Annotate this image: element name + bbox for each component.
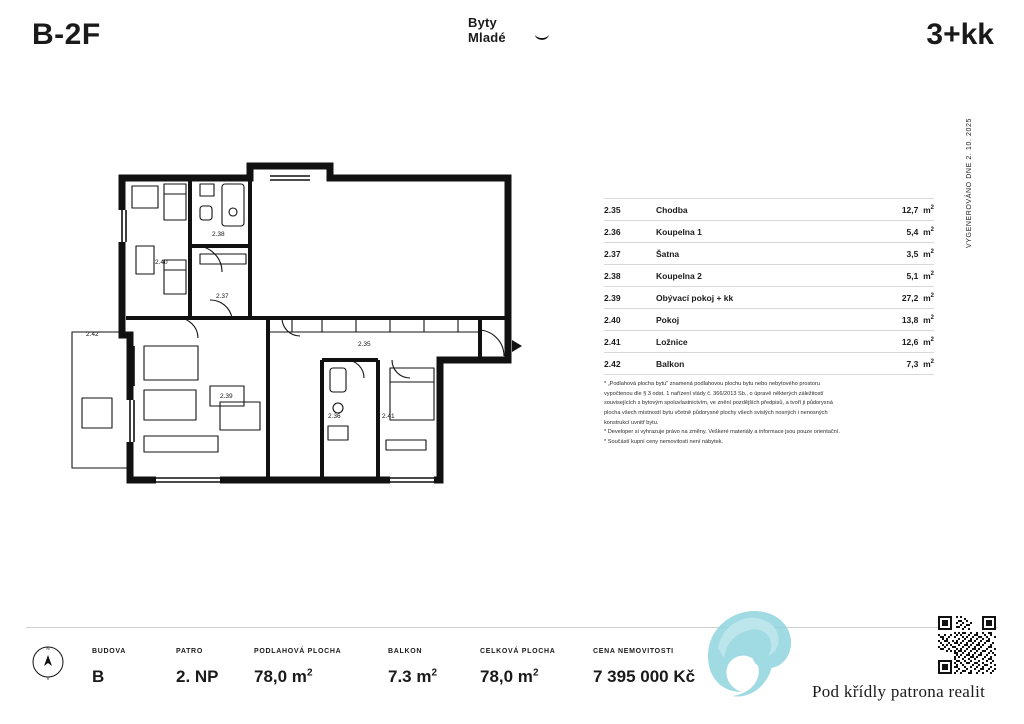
note-line: konstrukcí uvnitř bytu. [604, 419, 659, 426]
room-name: Koupelna 2 [656, 270, 702, 281]
room-number: 2.38 [604, 270, 621, 281]
field-value: 2. NP [176, 667, 219, 686]
footer-field-patro [176, 648, 254, 687]
room-area: 13,8 $m^2$ [901, 314, 934, 325]
brand-name [468, 16, 506, 46]
room-area: 7,3 $m^2$ [906, 358, 934, 369]
legal-notes [604, 380, 934, 448]
room-label-242: 2.42 [86, 331, 99, 338]
note-line: plocha všech místností bytu včetně půdorysné plochy všech svislých nosných i nenosných [604, 409, 828, 416]
room-label-237: 2.37 [216, 293, 229, 300]
note-line: souvisejících s bytovým spoluvlastnictvím, ve znění pozdějších předpisů, a tvoří ji půdorysná [604, 400, 833, 407]
room-area: 5,1 $m^2$ [906, 270, 934, 281]
room-number: 2.36 [604, 226, 621, 237]
room-area: 12,6 $m^2$ [901, 336, 934, 347]
room-label-238: 2.38 [212, 231, 225, 238]
table-row [604, 287, 934, 309]
table-row [604, 353, 934, 375]
brand-swoosh-icon [534, 33, 550, 43]
room-name: Koupelna 1 [656, 226, 702, 237]
field-value: 7 395 000 Kč [593, 667, 696, 686]
room-area: 12,7 $m^2$ [901, 204, 934, 215]
entrance-arrow-icon [512, 340, 522, 352]
brand-line-1: Byty [468, 15, 497, 30]
compass-icon [28, 642, 68, 682]
field-value: 78,0 $m^2$ [254, 667, 313, 686]
note-line: * „Podlahová plocha bytu" znamená podlahovou plochu bytu nebo nebytového prostoru [604, 381, 820, 387]
footer-field-budova [92, 648, 176, 687]
room-name: Chodba [656, 204, 688, 215]
field-value: B [92, 667, 105, 686]
room-name: Pokoj [656, 314, 680, 325]
field-label: BALKON [388, 648, 423, 655]
note-line: vypočtenou dle § 3 odst. 1 nařízení vlády č. 366/2013 Sb., o úpravě některých záležitostí [604, 390, 824, 397]
field-label: BUDOVA [92, 648, 127, 655]
logo-tagline: Pod křídly patrona realit [812, 682, 986, 701]
footer-field-cena [593, 648, 695, 687]
field-label: PODLAHOVÁ PLOCHA [254, 648, 342, 655]
footer-field-balkon [388, 648, 480, 687]
brand-line-2: Mladé [468, 29, 506, 45]
room-number: 2.37 [604, 248, 621, 259]
note-line: * Developer si vyhrazuje právo na změny. Veškeré materiály a informace jsou pouze orientační. [604, 429, 840, 436]
logo-swirl-icon [700, 596, 810, 706]
table-row [604, 221, 934, 243]
room-number: 2.42 [604, 358, 621, 369]
layout-code: 3+kk [926, 18, 994, 51]
room-label-236: 2.36 [328, 413, 341, 420]
room-label-241: 2.41 [382, 413, 395, 420]
room-number: 2.35 [604, 204, 621, 215]
room-name: Šatna [656, 248, 680, 259]
table-row [604, 199, 934, 221]
note-line: * Součástí kupní ceny nemovitosti není nábytek. [604, 438, 724, 445]
room-name: Obývací pokoj + kk [656, 292, 734, 303]
field-value: 78,0 $m^2$ [480, 667, 539, 686]
outer-wall [122, 166, 508, 480]
room-number: 2.39 [604, 292, 621, 303]
field-label: PATRO [176, 648, 203, 655]
generated-date: VYGENEROVÁNO DNE 2. 10. 2025 [966, 117, 973, 248]
room-number: 2.40 [604, 314, 621, 325]
room-area: 3,5 $m^2$ [906, 248, 934, 259]
room-name: Balkon [656, 358, 685, 369]
table-row [604, 243, 934, 265]
field-label: CELKOVÁ PLOCHA [480, 648, 556, 655]
compass-south-label: V [46, 676, 50, 681]
unit-code: B-2F [32, 18, 101, 51]
footer-field-celkova-plocha [480, 648, 593, 687]
field-label: CENA NEMOVITOSTI [593, 648, 674, 655]
room-label-239: 2.39 [220, 393, 233, 400]
field-value: 7.3 $m^2$ [388, 667, 438, 686]
room-number: 2.41 [604, 336, 621, 347]
qr-code[interactable] [938, 616, 996, 674]
room-label-235: 2.35 [358, 341, 371, 348]
table-row [604, 309, 934, 331]
footer-field-podlahova-plocha [254, 648, 388, 687]
footer-divider [26, 627, 998, 628]
compass-north-label: N [46, 646, 50, 651]
room-area: 27,2 $m^2$ [901, 292, 934, 303]
room-name: Ložnice [656, 336, 688, 347]
room-label-240: 2.40 [155, 259, 168, 266]
floor-plan-drawing [60, 150, 580, 510]
room-schedule-table [604, 198, 934, 375]
room-area: 5,4 $m^2$ [906, 226, 934, 237]
footer-summary [92, 648, 695, 687]
table-row [604, 265, 934, 287]
table-row [604, 331, 934, 353]
